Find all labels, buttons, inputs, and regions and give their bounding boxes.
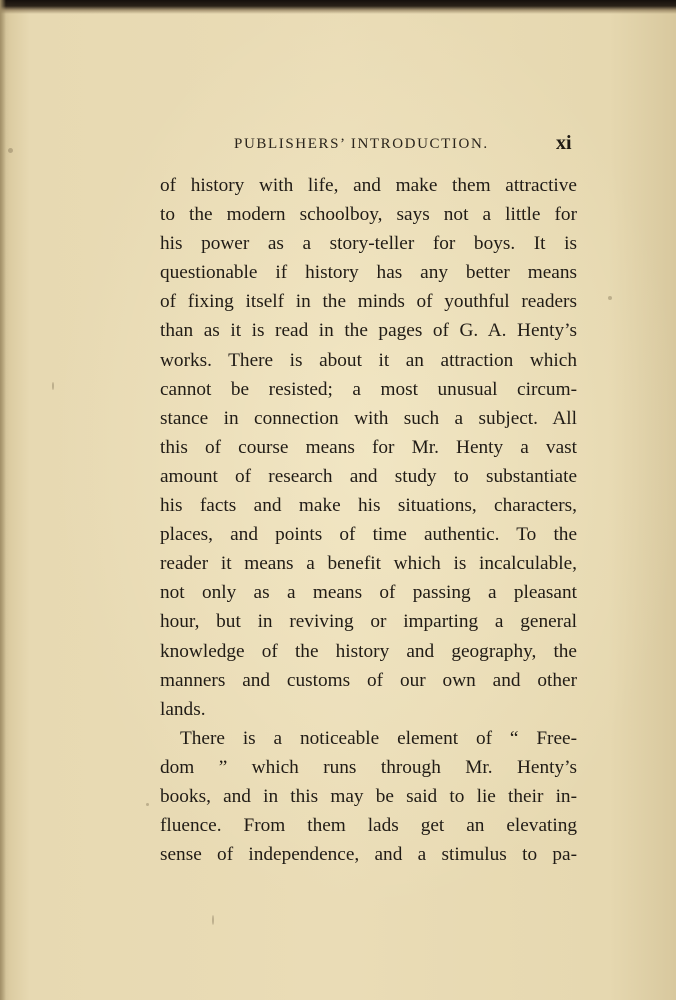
text-line: than as it is read in the pages of G. A. Henty’s bbox=[160, 320, 577, 342]
text-line: manners and customs of our own and other bbox=[160, 669, 577, 691]
text-line: hour, but in reviving or imparting a general bbox=[160, 611, 577, 633]
text-line: his power as a story-teller for boys. It is bbox=[160, 233, 577, 255]
text-line: There is a noticeable element of “ Free- bbox=[180, 727, 577, 749]
body-text bbox=[160, 171, 577, 869]
text-line: cannot be resisted; a most unusual circum- bbox=[160, 378, 577, 400]
text-line: this of course means for Mr. Henty a vast bbox=[160, 436, 577, 458]
paper-speck bbox=[608, 296, 612, 300]
text-line: works. There is about it an attraction which bbox=[160, 349, 577, 371]
text-line: dom ” which runs through Mr. Henty’s bbox=[160, 756, 577, 778]
text-line: lands. bbox=[160, 698, 206, 720]
text-line: of history with life, and make them attractive bbox=[160, 175, 577, 196]
page-top-shadow bbox=[0, 0, 676, 14]
text-line: his facts and make his situations, characters, bbox=[160, 495, 577, 517]
text-line: amount of research and study to substantiate bbox=[160, 465, 577, 487]
text-line: places, and points of time authentic. To the bbox=[160, 524, 577, 546]
paragraph-1 bbox=[160, 171, 577, 724]
page-number: xi bbox=[556, 132, 572, 154]
text-line: reader it means a benefit which is incalculable, bbox=[160, 553, 577, 575]
text-line: of fixing itself in the minds of youthful readers bbox=[160, 291, 577, 313]
text-line: fluence. From them lads get an elevating bbox=[160, 815, 577, 837]
running-head bbox=[0, 132, 676, 160]
paper-speck bbox=[8, 148, 13, 153]
text-line: knowledge of the history and geography, the bbox=[160, 640, 577, 662]
text-line: not only as a means of passing a pleasant bbox=[160, 582, 577, 604]
paper-speck bbox=[212, 915, 214, 925]
text-line: sense of independence, and a stimulus to pa- bbox=[160, 844, 577, 866]
text-line: books, and in this may be said to lie their in- bbox=[160, 785, 577, 807]
text-line: questionable if history has any better means bbox=[160, 262, 577, 284]
text-line: to the modern schoolboy, says not a little for bbox=[160, 204, 577, 226]
paragraph-2 bbox=[160, 724, 577, 869]
text-line: stance in connection with such a subject. All bbox=[160, 407, 577, 429]
paper-speck bbox=[52, 382, 54, 390]
paper-speck bbox=[146, 803, 149, 806]
running-title: PUBLISHERS’ INTRODUCTION. bbox=[234, 136, 489, 152]
